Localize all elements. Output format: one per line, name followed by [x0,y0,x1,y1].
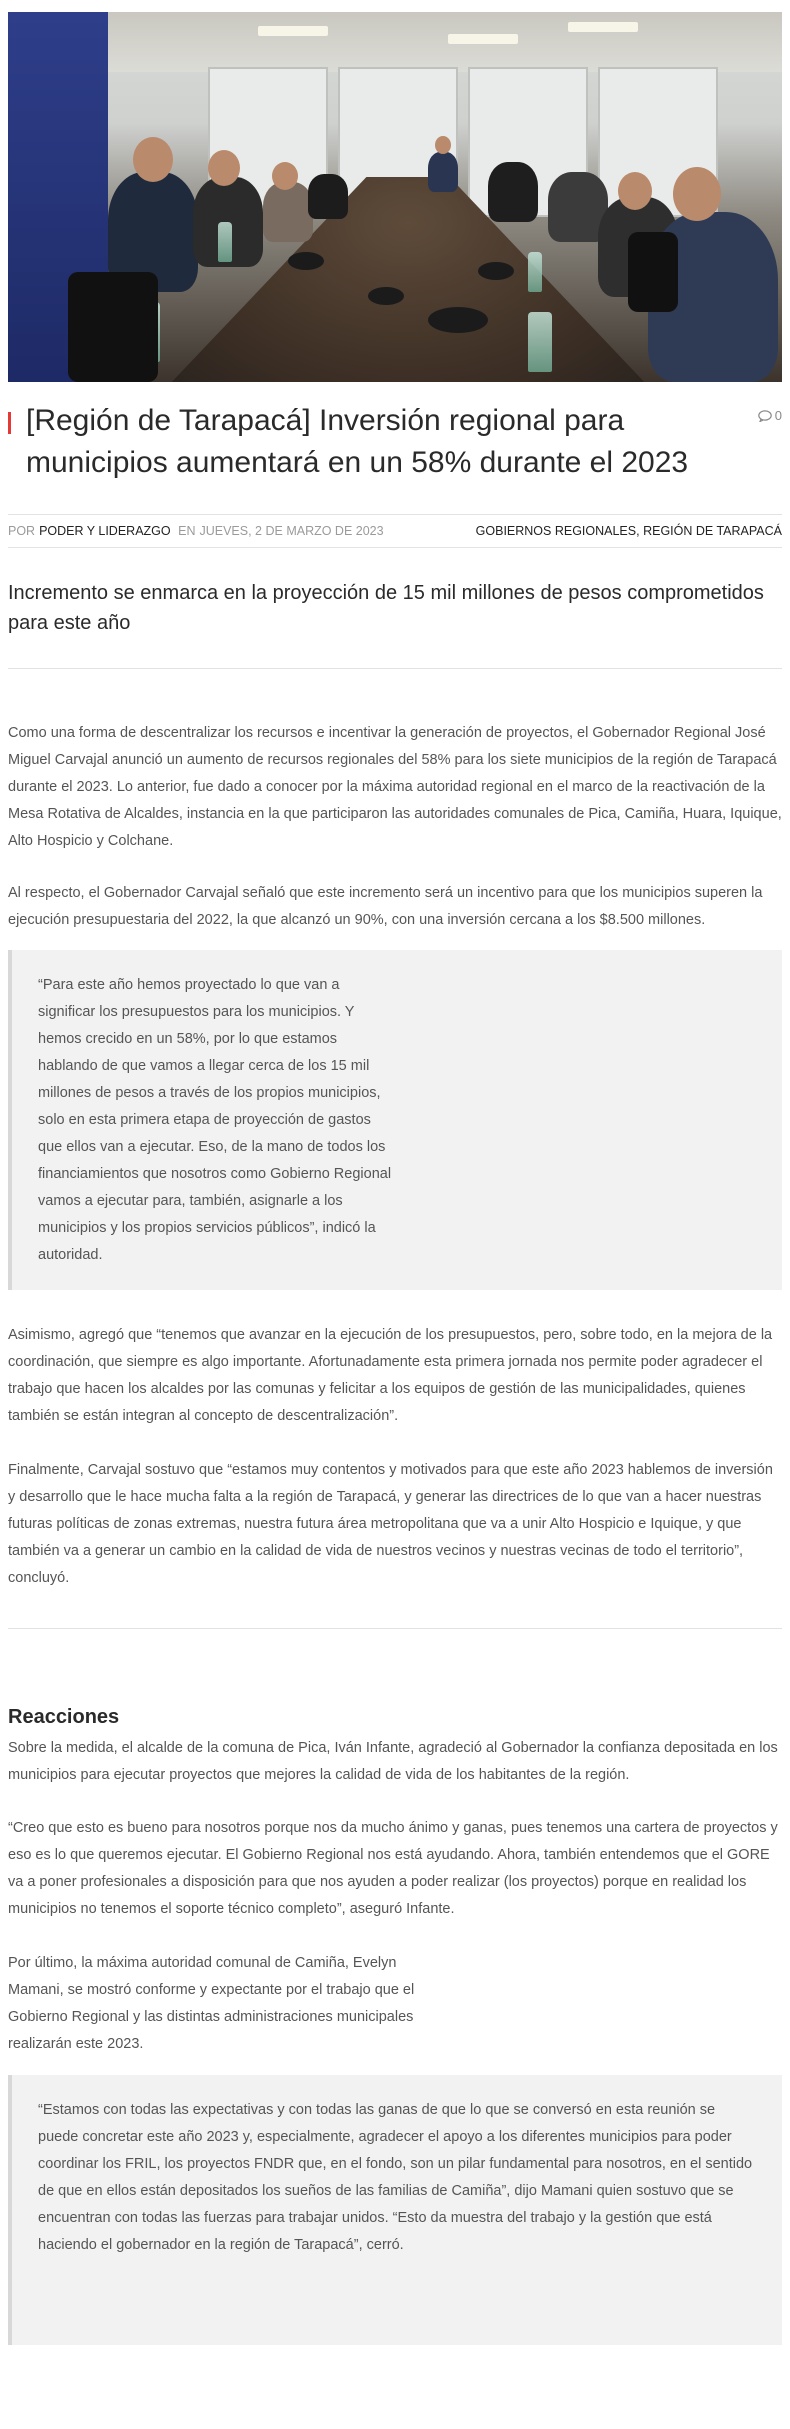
article-header [8,400,782,484]
person-head [133,137,173,182]
chair [68,272,158,382]
person [488,162,538,222]
quote-text: “Estamos con todas las expectativas y con todas las ganas de que lo que se conversó en esta reunión se puede concretar este año 2023 y, especialmente, agradecer el apoyo a los diferentes municipios para poder coordinar los FRIL, los proyectos FNDR que, en el fondo, son un pilar fundamental para nosotros, en el sentido de que en ellos están depositados los sueños de las familias de Camiña”, dijo Mamani quien sostuvo que se encuentran con todas las fuerzas para trabajar unidos. “Esto da muestra del trabajo y la gestión que está haciendo el gobernador en la región de Tarapacá”, cerró. [38,2102,753,2253]
article-lead: Incremento se enmarca en la proyección de 15 mil millones de pesos comprometidos para este año [8,582,764,634]
publish-date: JUEVES, 2 DE MARZO DE 2023 [199,524,384,538]
paragraph: Por último, la máxima autoridad comunal de Camiña, Evelyn Mamani, se mostró conforme y expectante por el trabajo que el Gobierno Regional y las distintas administraciones municipales realizarán este 2023. [8,1955,415,2052]
quote-text: “Para este año hemos proyectado lo que van a significar los presupuestos para los municipios. Y hemos crecido en un 58%, por lo que estamos hablando de que vamos a llegar cerca de los 15 mil millones de pesos a través de los propios municipios, solo en esta primera etapa de proyección de gastos que ellos van a ejecutar. Eso, de la mano de todos los financiamientos que nosotros como Gobierno Regional vamos a ejecutar para, también, asignarle a los municipios y los propios servicios públicos”, indicó la autoridad. [38,977,392,1263]
author-link[interactable]: PODER Y LIDERAZGO [39,524,171,538]
categories: GOBIERNOS REGIONALES, REGIÓN DE TARAPACÁ [475,524,782,538]
paragraph: Asimismo, agregó que “tenemos que avanzar en la ejecución de los presupuestos, pero, sobre todo, en la mejora de la coordinación, que siempre es algo importante. Afortunadamente esta primera jornada nos permite poder agradecer el trabajo que hacen los alcaldes por las comunas y felicitar a los equipos de gestión de las municipalidades, quienes también se están integran al concepto de descentralización”. [8,1327,773,1424]
article-meta [8,514,782,548]
water-bottle [528,252,542,292]
microphone [368,287,404,305]
ceiling-light [258,26,328,36]
section-heading: Reacciones [8,1706,120,1728]
water-bottle [218,222,232,262]
title-accent-bar [8,412,11,434]
divider [8,668,782,669]
category-link[interactable]: REGIÓN DE TARAPACÁ [643,524,782,538]
person-head [435,136,451,154]
blockquote [8,950,782,1290]
person-head [272,162,298,190]
microphone [478,262,514,280]
by-label: POR [8,524,36,538]
ceiling-light [448,34,518,44]
person [428,152,458,192]
comment-count-link[interactable] [758,408,782,423]
comment-count: 0 [774,408,782,423]
ceiling [8,12,782,72]
person [308,174,348,219]
person-head [208,150,240,186]
person [263,182,313,242]
ceiling-light [568,22,638,32]
paragraph: Finalmente, Carvajal sostuvo que “estamos muy contentos y motivados para que este año 2023 hablemos de inversión y desarrollo que le hace mucha falta a la región de Tarapacá, y generar las directrices de lo que van a hacer nuestras futuras políticas de zonas extremas, nuestra futura área metropolitana que va a unir Alto Hospicio e Iquique, y que también va a generar un cambio en la calidad de vida de nuestros vecinos y nuestras vecinas de todo el territorio”, concluyó. [8,1462,773,1586]
comment-icon [758,410,772,422]
paragraph: Como una forma de descentralizar los recursos e incentivar la generación de proyectos, el Gobernador Regional José Miguel Carvajal anunció un aumento de recursos regionales del 58% para los siete municipios de la región de Tarapacá durante el 2023. Lo anterior, fue dado a conocer por la máxima autoridad regional en el marco de la reactivación de la Mesa Rotativa de Alcaldes, instancia en la que participaron las autoridades comunales de Pica, Camiña, Huara, Iquique, Alto Hospicio y Colchane. [8,725,782,849]
microphone [288,252,324,270]
category-link[interactable]: GOBIERNOS REGIONALES [475,524,637,538]
paragraph: “Creo que esto es bueno para nosotros porque nos da mucho ánimo y ganas, pues tenemos una cartera de proyectos y eso es lo que queremos ejecutar. El Gobierno Regional nos está ayudando. Ahora, también entendemos que el GORE va a poner profesionales a disposición para que nos ayuden a poder realizar (los proyectos) porque en realidad los municipios no tenemos el soporte técnico completo”, aseguró Infante. [8,1820,778,1917]
chair [628,232,678,312]
paragraph: Al respecto, el Gobernador Carvajal señaló que este incremento será un incentivo para que los municipios superen la ejecución presupuestaria del 2022, la que alcanzó un 90%, con una inversión cercana a los $8.500 millones. [8,885,763,928]
person-head [618,172,652,210]
hero-image [8,12,782,382]
article-title: [Región de Tarapacá] Inversión regional para municipios aumentará en un 58% durante el 2023 [26,404,689,479]
divider [8,1628,782,1629]
person-head [673,167,721,221]
microphone [428,307,488,333]
on-label: EN [178,524,196,538]
paragraph: Sobre la medida, el alcalde de la comuna de Pica, Iván Infante, agradeció al Gobernador la confianza depositada en los municipios para ejecutar proyectos que mejores la calidad de vida de los habitantes de la región. [8,1740,778,1783]
water-bottle [528,312,552,372]
blockquote [8,2075,782,2345]
byline [8,524,388,538]
